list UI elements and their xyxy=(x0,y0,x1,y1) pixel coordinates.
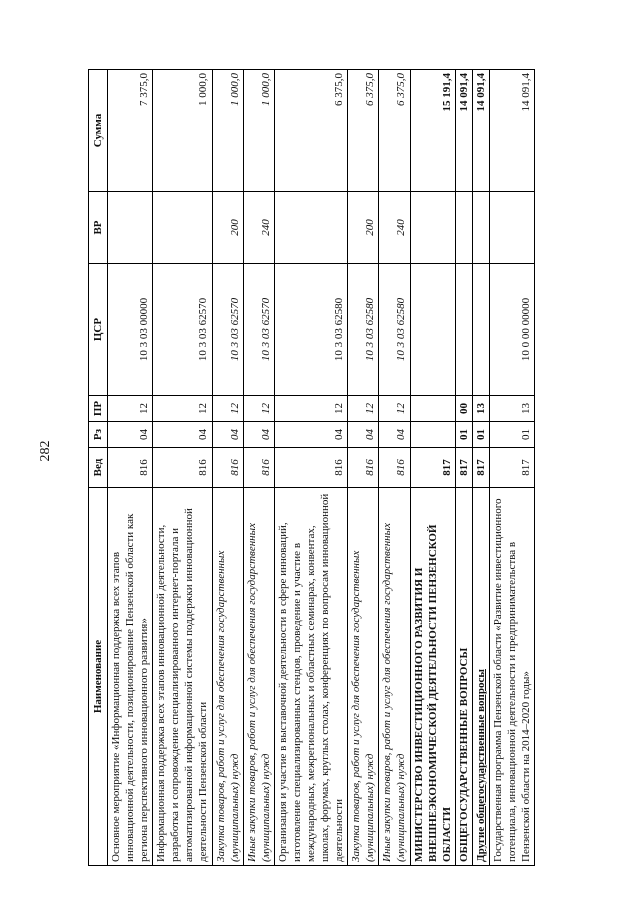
cell-rz: 01 xyxy=(455,422,472,448)
cell-csr: 10 3 03 62580 xyxy=(274,264,347,396)
cell-csr: 10 3 03 62580 xyxy=(379,264,410,396)
cell-rz: 04 xyxy=(274,422,347,448)
cell-name: Другие общегосударственные вопросы xyxy=(472,488,489,866)
col-header-rz: Рз xyxy=(89,422,108,448)
cell-pr: 12 xyxy=(274,396,347,422)
table-row xyxy=(472,70,489,866)
cell-vr: 240 xyxy=(243,192,274,264)
cell-vr: 240 xyxy=(379,192,410,264)
table-row xyxy=(489,70,534,866)
cell-vr xyxy=(472,192,489,264)
cell-name: Организация и участие в выставочной деятельности в сфере инноваций, изготовление специализированных стендов, проведение и участие в международных, межрегиональных и областных семинарах, конвентах, школах, форумах, круглых столах, конференциях по вопросам инновационной деятельности xyxy=(274,488,347,866)
cell-ved: 817 xyxy=(410,448,455,488)
table-row xyxy=(108,70,153,866)
cell-pr: 12 xyxy=(108,396,153,422)
cell-ved: 816 xyxy=(153,448,212,488)
cell-sum: 1 000,0 xyxy=(243,70,274,192)
cell-vr: 200 xyxy=(348,192,379,264)
cell-ved: 817 xyxy=(455,448,472,488)
cell-name: Иные закупки товаров, работ и услуг для обеспечения государственных (муниципальных) нужд xyxy=(379,488,410,866)
cell-rz: 04 xyxy=(243,422,274,448)
header-row xyxy=(89,70,108,866)
table-row xyxy=(410,70,455,866)
col-header-ved: Вед xyxy=(89,448,108,488)
cell-name: Иные закупки товаров, работ и услуг для обеспечения государственных (муниципальных) нужд xyxy=(243,488,274,866)
table-row xyxy=(274,70,347,866)
cell-rz: 04 xyxy=(153,422,212,448)
cell-sum: 14 091,4 xyxy=(489,70,534,192)
cell-sum: 1 000,0 xyxy=(153,70,212,192)
cell-sum: 14 091,4 xyxy=(472,70,489,192)
cell-csr xyxy=(455,264,472,396)
cell-sum: 6 375,0 xyxy=(274,70,347,192)
cell-pr: 00 xyxy=(455,396,472,422)
cell-ved: 816 xyxy=(243,448,274,488)
table-row xyxy=(455,70,472,866)
cell-vr xyxy=(410,192,455,264)
cell-ved: 817 xyxy=(472,448,489,488)
cell-csr: 10 3 03 62570 xyxy=(212,264,243,396)
cell-ved: 816 xyxy=(348,448,379,488)
cell-rz xyxy=(410,422,455,448)
cell-sum: 14 091,4 xyxy=(455,70,472,192)
cell-vr xyxy=(274,192,347,264)
col-header-sum: Сумма xyxy=(89,70,108,192)
cell-rz: 04 xyxy=(108,422,153,448)
cell-csr: 10 3 03 62580 xyxy=(348,264,379,396)
cell-name: Основное мероприятие «Информационная поддержка всех этапов инновационной деятельности, позиционирование Пензенской области как региона перспективного инновационного развития» xyxy=(108,488,153,866)
col-header-name: Наименование xyxy=(89,488,108,866)
cell-pr: 13 xyxy=(472,396,489,422)
cell-ved: 816 xyxy=(212,448,243,488)
cell-name: Закупка товаров, работ и услуг для обеспечения государственных (муниципальных) нужд xyxy=(348,488,379,866)
cell-pr: 12 xyxy=(212,396,243,422)
cell-rz: 04 xyxy=(212,422,243,448)
cell-ved: 817 xyxy=(489,448,534,488)
cell-name: Закупка товаров, работ и услуг для обеспечения государственных (муниципальных) нужд xyxy=(212,488,243,866)
cell-vr xyxy=(489,192,534,264)
cell-name: Информационная поддержка всех этапов инновационной деятельности, разработка и сопровождение специализированного интернет-портала и автоматизированной информационной системы поддержки инновационной деятельности Пензенской области xyxy=(153,488,212,866)
cell-pr: 12 xyxy=(243,396,274,422)
cell-rz: 04 xyxy=(348,422,379,448)
cell-name: ОБЩЕГОСУДАРСТВЕННЫЕ ВОПРОСЫ xyxy=(455,488,472,866)
cell-vr xyxy=(108,192,153,264)
cell-csr xyxy=(472,264,489,396)
cell-pr: 12 xyxy=(379,396,410,422)
cell-name: Государственная программа Пензенской области «Развитие инвестиционного потенциала, инновационной деятельности и предпринимательства в Пензенской области на 2014–2020 годы» xyxy=(489,488,534,866)
cell-pr: 12 xyxy=(153,396,212,422)
table-row xyxy=(243,70,274,866)
cell-csr xyxy=(410,264,455,396)
cell-sum: 15 191,4 xyxy=(410,70,455,192)
cell-vr xyxy=(455,192,472,264)
col-header-pr: ПР xyxy=(89,396,108,422)
cell-ved: 816 xyxy=(108,448,153,488)
cell-vr: 200 xyxy=(212,192,243,264)
cell-ved: 816 xyxy=(274,448,347,488)
cell-rz: 04 xyxy=(379,422,410,448)
rotated-table-container xyxy=(88,70,533,866)
budget-table xyxy=(88,69,535,866)
cell-sum: 7 375,0 xyxy=(108,70,153,192)
cell-vr xyxy=(153,192,212,264)
cell-pr: 13 xyxy=(489,396,534,422)
cell-pr: 12 xyxy=(348,396,379,422)
col-header-vr: ВР xyxy=(89,192,108,264)
cell-csr: 10 3 03 62570 xyxy=(153,264,212,396)
cell-csr: 10 3 03 00000 xyxy=(108,264,153,396)
col-header-csr: ЦСР xyxy=(89,264,108,396)
cell-csr: 10 0 00 00000 xyxy=(489,264,534,396)
cell-sum: 6 375,0 xyxy=(379,70,410,192)
table-row xyxy=(348,70,379,866)
cell-name: МИНИСТЕРСТВО ИНВЕСТИЦИОННОГО РАЗВИТИЯ И ВНЕШНЕЭКОНОМИЧЕСКОЙ ДЕЯТЕЛЬНОСТИ ПЕНЗЕНСКОЙ ОБЛАСТИ xyxy=(410,488,455,866)
cell-rz: 01 xyxy=(472,422,489,448)
page-number: 282 xyxy=(38,440,53,462)
table-row xyxy=(153,70,212,866)
table-row xyxy=(379,70,410,866)
cell-sum: 1 000,0 xyxy=(212,70,243,192)
cell-ved: 816 xyxy=(379,448,410,488)
table-row xyxy=(212,70,243,866)
cell-rz: 01 xyxy=(489,422,534,448)
cell-pr xyxy=(410,396,455,422)
cell-csr: 10 3 03 62570 xyxy=(243,264,274,396)
cell-sum: 6 375,0 xyxy=(348,70,379,192)
